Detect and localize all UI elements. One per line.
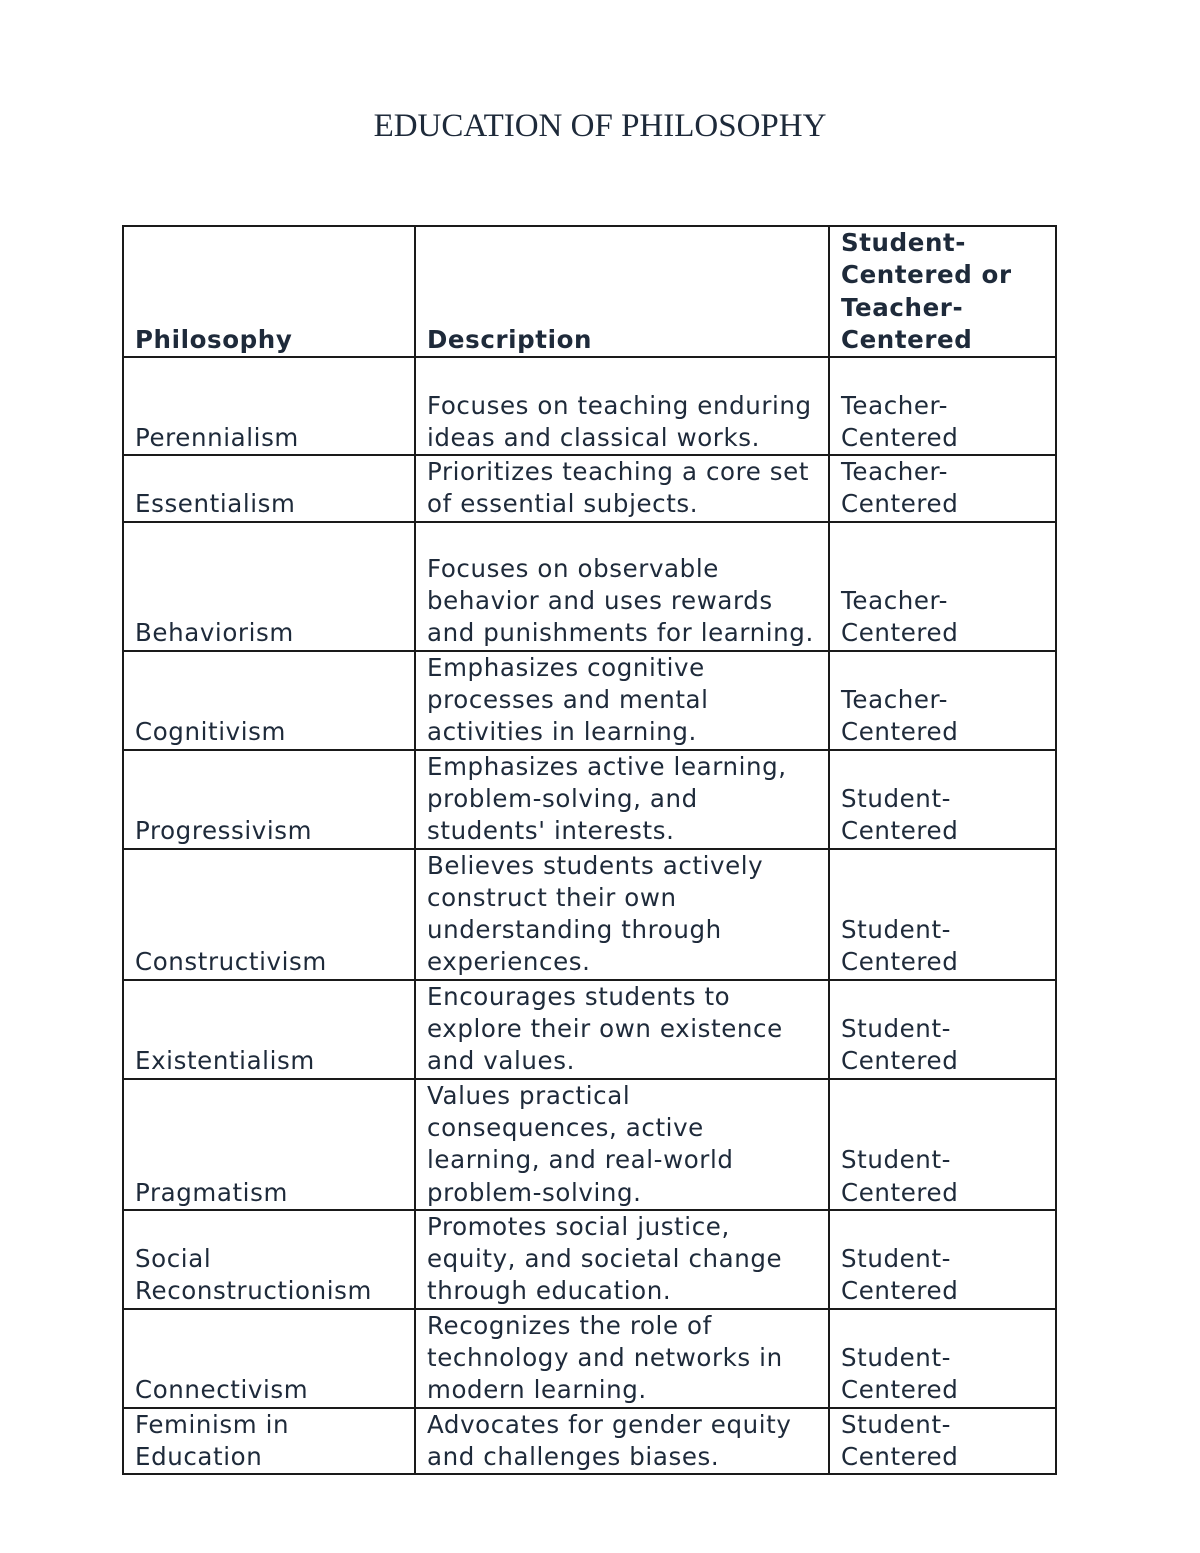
- description-cell: Focuses on teaching enduring ideas and classical works.: [415, 357, 829, 455]
- philosophy-cell: Cognitivism: [123, 651, 415, 750]
- table-row: [123, 750, 1056, 849]
- philosophy-cell: Behaviorism: [123, 522, 415, 651]
- philosophy-cell: Constructivism: [123, 849, 415, 980]
- description-cell: Advocates for gender equity and challenges biases.: [415, 1408, 829, 1475]
- orientation-cell: Student-Centered: [829, 849, 1056, 980]
- table-row: [123, 651, 1056, 750]
- orientation-cell: Student-Centered: [829, 1079, 1056, 1210]
- table-row: [123, 1210, 1056, 1309]
- orientation-cell: Teacher-Centered: [829, 651, 1056, 750]
- orientation-cell: Student-Centered: [829, 750, 1056, 849]
- philosophy-cell: Pragmatism: [123, 1079, 415, 1210]
- philosophy-cell: Social Reconstructionism: [123, 1210, 415, 1309]
- philosophy-cell: Existentialism: [123, 980, 415, 1079]
- table-row: [123, 522, 1056, 651]
- table-row: [123, 1079, 1056, 1210]
- table-row: [123, 980, 1056, 1079]
- description-cell: Promotes social justice, equity, and societal change through education.: [415, 1210, 829, 1309]
- description-cell: Encourages students to explore their own existence and values.: [415, 980, 829, 1079]
- description-cell: Prioritizes teaching a core set of essential subjects.: [415, 455, 829, 522]
- column-header-description: Description: [415, 226, 829, 357]
- philosophy-cell: Progressivism: [123, 750, 415, 849]
- orientation-cell: Student-Centered: [829, 1210, 1056, 1309]
- orientation-cell: Student-Centered: [829, 1309, 1056, 1408]
- table-header-row: [123, 226, 1056, 357]
- column-header-orientation: Student-Centered or Teacher-Centered: [829, 226, 1056, 357]
- orientation-cell: Teacher-Centered: [829, 357, 1056, 455]
- orientation-cell: Teacher-Centered: [829, 522, 1056, 651]
- philosophy-cell: Perennialism: [123, 357, 415, 455]
- philosophy-cell: Feminism in Education: [123, 1408, 415, 1475]
- philosophy-cell: Connectivism: [123, 1309, 415, 1408]
- table-row: [123, 849, 1056, 980]
- description-cell: Emphasizes cognitive processes and mental activities in learning.: [415, 651, 829, 750]
- description-cell: Believes students actively construct their own understanding through experiences.: [415, 849, 829, 980]
- philosophy-table: [122, 225, 1057, 1475]
- description-cell: Recognizes the role of technology and networks in modern learning.: [415, 1309, 829, 1408]
- orientation-cell: Student-Centered: [829, 980, 1056, 1079]
- description-cell: Emphasizes active learning, problem-solving, and students' interests.: [415, 750, 829, 849]
- philosophy-cell: Essentialism: [123, 455, 415, 522]
- orientation-cell: Teacher-Centered: [829, 455, 1056, 522]
- table-row: [123, 1408, 1056, 1475]
- table-row: [123, 455, 1056, 522]
- table-row: [123, 357, 1056, 455]
- page-title: EDUCATION OF PHILOSOPHY: [373, 108, 827, 144]
- column-header-philosophy: Philosophy: [123, 226, 415, 357]
- orientation-cell: Student-Centered: [829, 1408, 1056, 1475]
- table-row: [123, 1309, 1056, 1408]
- description-cell: Focuses on observable behavior and uses rewards and punishments for learning.: [415, 522, 829, 651]
- description-cell: Values practical consequences, active learning, and real-world problem-solving.: [415, 1079, 829, 1210]
